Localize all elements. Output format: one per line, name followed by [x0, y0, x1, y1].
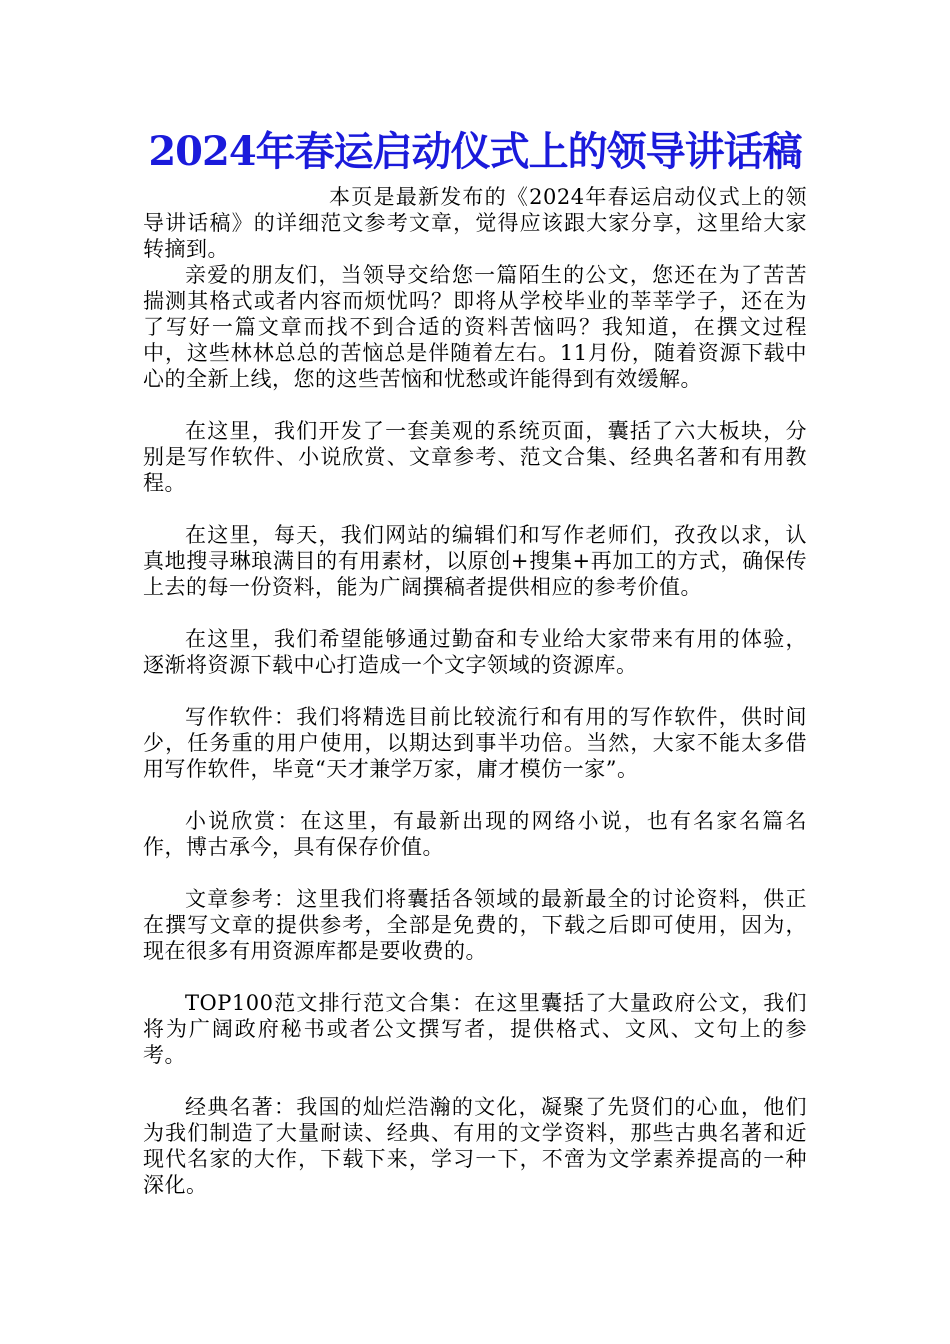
body-paragraph-8: TOP100范文排行范文合集：在这里囊括了大量政府公文，我们将为广阔政府秘书或者公文撰写者，提供格式、文风、文句上的参考。 [143, 991, 807, 1067]
body-paragraph-5: 写作软件：我们将精选目前比较流行和有用的写作软件，供时间少，任务重的用户使用，以期达到事半功倍。当然，大家不能太多借用写作软件，毕竟“天才兼学万家，庸才模仿一家”。 [143, 705, 807, 781]
body-paragraph-3: 在这里，每天，我们网站的编辑们和写作老师们，孜孜以求，认真地搜寻琳琅满目的有用素材，以原创+搜集+再加工的方式，确保传上去的每一份资料，能为广阔撰稿者提供相应的参考价值。 [143, 523, 807, 599]
paragraph-gap [143, 1068, 807, 1094]
document-page [143, 128, 807, 1198]
body-paragraph-1: 亲爱的朋友们，当领导交给您一篇陌生的公文，您还在为了苦苦揣测其格式或者内容而烦忧吗？即将从学校毕业的莘莘学子，还在为了写好一篇文章而找不到合适的资料苦恼吗？我知道，在撰文过程中，这些林林总总的苦恼总是伴随着左右。11月份，随着资源下载中心的全新上线，您的这些苦恼和忧愁或许能得到有效缓解。 [143, 263, 807, 391]
body-paragraph-2: 在这里，我们开发了一套美观的系统页面，囊括了六大板块，分别是写作软件、小说欣赏、文章参考、范文合集、经典名著和有用教程。 [143, 419, 807, 495]
paragraph-gap [143, 860, 807, 886]
body-paragraph-7: 文章参考：这里我们将囊括各领域的最新最全的讨论资料，供正在撰写文章的提供参考，全部是免费的，下载之后即可使用，因为，现在很多有用资源库都是要收费的。 [143, 887, 807, 963]
body-paragraph-6: 小说欣赏：在这里，有最新出现的网络小说，也有名家名篇名作，博古承今，具有保存价值。 [143, 809, 807, 859]
paragraph-gap [143, 782, 807, 808]
intro-paragraph: 本页是最新发布的《2024年春运启动仪式上的领导讲话稿》的详细范文参考文章，觉得应该跟大家分享，这里给大家转摘到。 [143, 185, 807, 261]
paragraph-gap [143, 496, 807, 522]
document-title: 2024年春运启动仪式上的领导讲话稿 [148, 128, 802, 175]
paragraph-gap [143, 964, 807, 990]
paragraph-gap [143, 600, 807, 626]
body-paragraph-9: 经典名著：我国的灿烂浩瀚的文化，凝聚了先贤们的心血，他们为我们制造了大量耐读、经典、有用的文学资料，那些古典名著和近现代名家的大作，下载下来，学习一下，不啻为文学素养提高的一种深化。 [143, 1095, 807, 1197]
paragraph-gap [143, 392, 807, 418]
paragraph-gap [143, 678, 807, 704]
body-paragraph-4: 在这里，我们希望能够通过勤奋和专业给大家带来有用的体验，逐渐将资源下载中心打造成一个文字领域的资源库。 [143, 627, 807, 677]
